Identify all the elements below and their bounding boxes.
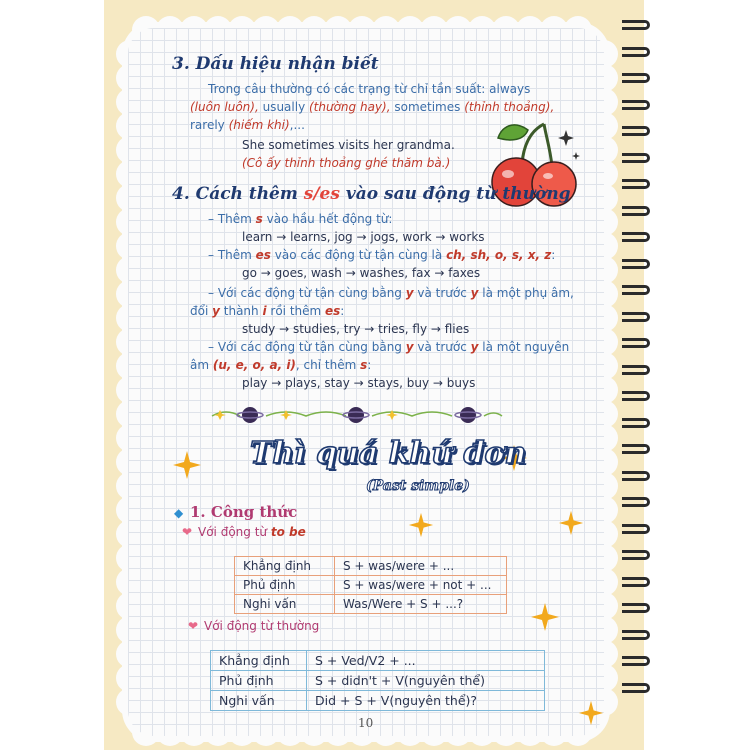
table-row: Khẳng định S + was/were + ... xyxy=(235,557,507,576)
binding-ring xyxy=(622,418,650,428)
section-3-line-3: rarely (hiếm khi),... xyxy=(190,118,305,132)
rule-4-example: play → plays, stay → stays, buy → buys xyxy=(242,376,476,390)
binding-ring xyxy=(622,471,650,481)
rule-3-example: study → studies, try → tries, fly → flies xyxy=(242,322,470,336)
rule-1-example: learn → learns, jog → jogs, work → works xyxy=(242,230,485,244)
binding-ring xyxy=(622,365,650,375)
binding-ring xyxy=(622,524,650,534)
binding-ring xyxy=(622,20,650,30)
section-4-heading: 4. Cách thêm s/es vào sau động từ thường xyxy=(172,184,571,204)
binding-ring xyxy=(622,47,650,57)
section-3-line-2: (luôn luôn), usually (thường hay), sometimes (thỉnh thoảng), xyxy=(190,100,555,114)
star-icon xyxy=(408,512,434,538)
binding-ring xyxy=(622,683,650,693)
binding-ring xyxy=(622,656,650,666)
binding-ring xyxy=(622,497,650,507)
spiral-binding xyxy=(622,20,652,720)
table-row: Nghi vấn Was/Were + S + ...? xyxy=(235,595,507,614)
binding-ring xyxy=(622,259,650,269)
ordinary-verb-label: Với động từ thường xyxy=(204,619,320,633)
binding-ring xyxy=(622,603,650,613)
past-simple-title: Thì quá khứ đơn xyxy=(250,436,527,471)
binding-ring xyxy=(622,444,650,454)
table-row: Khẳng định S + Ved/V2 + ... xyxy=(211,651,545,671)
binding-ring xyxy=(622,153,650,163)
section-3-heading: 3. Dấu hiệu nhận biết xyxy=(172,54,379,74)
star-icon xyxy=(530,602,560,632)
rule-1: – Thêm s vào hầu hết động từ: xyxy=(208,212,393,226)
example-sentence: She sometimes visits her grandma. xyxy=(242,138,455,152)
to-be-label: Với động từ to be xyxy=(198,525,306,539)
binding-ring xyxy=(622,338,650,348)
binding-ring xyxy=(622,126,650,136)
rule-3-cont: đổi y thành i rồi thêm es: xyxy=(190,304,345,318)
table-row: Phủ định S + was/were + not + ... xyxy=(235,576,507,595)
rule-4-cont: âm (u, e, o, a, i), chỉ thêm s: xyxy=(190,358,372,372)
binding-ring xyxy=(622,391,650,401)
star-icon xyxy=(578,700,604,726)
formula-heading: 1. Công thức xyxy=(190,503,298,521)
rule-3: – Với các động từ tận cùng bằng y và trước y là một phụ âm, xyxy=(208,286,574,300)
binding-ring xyxy=(622,577,650,587)
rule-2-example: go → goes, wash → washes, fax → faxes xyxy=(242,266,481,280)
star-icon xyxy=(558,510,584,536)
star-icon xyxy=(172,450,202,480)
table-row: Phủ định S + didn't + V(nguyên thể) xyxy=(211,671,545,691)
binding-ring xyxy=(622,100,650,110)
binding-ring xyxy=(622,630,650,640)
page-number: 10 xyxy=(358,716,374,730)
binding-ring xyxy=(622,232,650,242)
binding-ring xyxy=(622,206,650,216)
ordinary-verb-table xyxy=(210,650,545,711)
section-3-line-1: Trong câu thường có các trạng từ chỉ tần suất: always xyxy=(208,82,531,96)
to-be-table xyxy=(234,556,507,614)
planet-divider xyxy=(206,402,506,428)
rule-4: – Với các động từ tận cùng bằng y và trước y là một nguyên xyxy=(208,340,570,354)
heart-icon: ❤ xyxy=(182,525,193,539)
binding-ring xyxy=(622,179,650,189)
binding-ring xyxy=(622,285,650,295)
binding-ring xyxy=(622,73,650,83)
example-translation: (Cô ấy thỉnh thoảng ghé thăm bà.) xyxy=(242,156,451,170)
binding-ring xyxy=(622,312,650,322)
binding-ring xyxy=(622,550,650,560)
table-row: Nghi vấn Did + S + V(nguyên thể)? xyxy=(211,691,545,711)
past-simple-subtitle: (Past simple) xyxy=(366,478,470,494)
heart-icon: ❤ xyxy=(188,619,199,633)
rule-2: – Thêm es vào các động từ tận cùng là ch, sh, o, s, x, z: xyxy=(208,248,556,262)
diamond-icon: ◆ xyxy=(174,506,184,520)
